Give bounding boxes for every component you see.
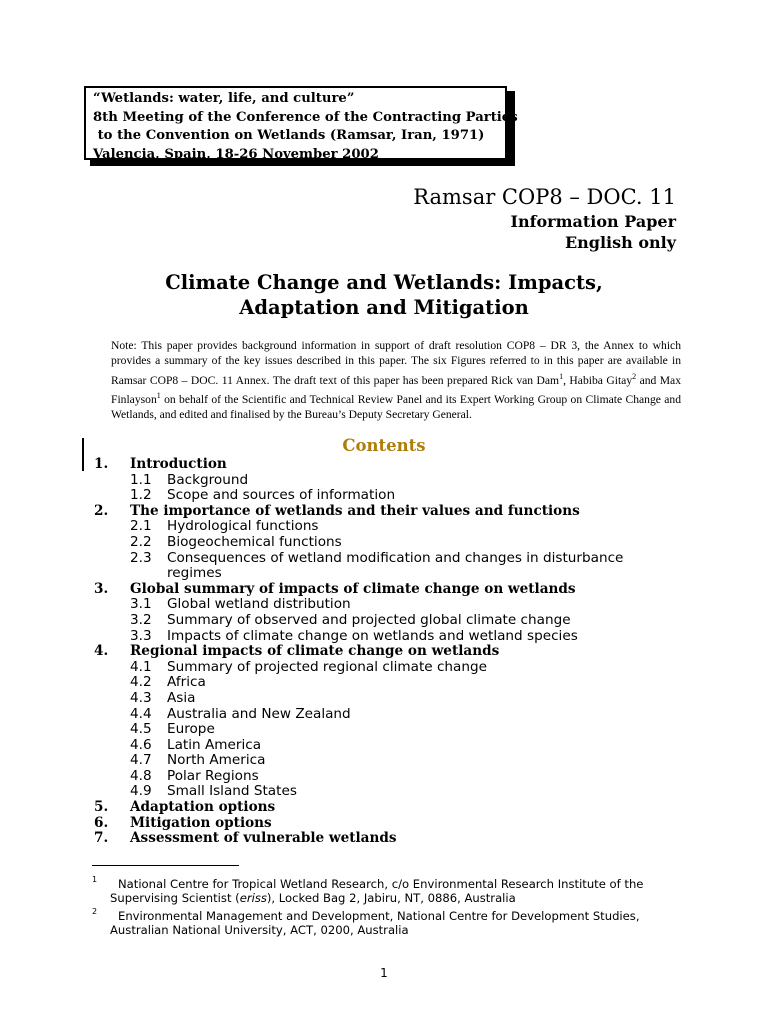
toc-subsection (94, 596, 694, 612)
revision-margin-bar (82, 438, 84, 471)
toc-subsection-continuation-title: regimes (167, 565, 222, 582)
toc-subsection-number: 1.2 (130, 487, 152, 504)
toc-section-number: 6. (94, 814, 109, 831)
toc-subsection-number: 4.7 (130, 752, 152, 769)
toc-subsection-title: Asia (167, 689, 196, 706)
toc-section (94, 815, 694, 831)
toc-subsection-number: 4.2 (130, 674, 152, 691)
toc-section-number: 3. (94, 580, 109, 597)
toc-subsection (94, 783, 694, 799)
toc-subsection (94, 674, 694, 690)
toc-subsection-number: 2.2 (130, 533, 152, 550)
toc-subsection-number: 4.1 (130, 658, 152, 675)
document-reference (413, 183, 676, 253)
toc-subsection-title: Summary of observed and projected global climate change (167, 611, 571, 628)
toc-section-number: 5. (94, 799, 109, 816)
toc-section (94, 830, 694, 846)
toc-section-number: 2. (94, 502, 109, 519)
footnote-italic-text: eriss (239, 891, 267, 905)
footnote-text: National Centre for Tropical Wetland Research, c/o Environmental Research Institute of the Supervising Scientist ( (110, 877, 644, 905)
toc-subsection-title: Impacts of climate change on wetlands and wetland species (167, 627, 578, 644)
toc-section-title: Introduction (130, 456, 227, 472)
footnote-2 (92, 909, 677, 937)
toc-subsection-title: Australia and New Zealand (167, 705, 351, 722)
note-text-4: on behalf of the Scientific and Technical Review Panel and its Expert Working Group on Climate Change and Wetlands, and edited and finalised by the Bureau’s Deputy Secretary General. (111, 392, 681, 422)
document-code: Ramsar COP8 – DOC. 11 (413, 185, 676, 209)
meeting-name: 8th Meeting of the Conference of the Contracting Parties (93, 109, 518, 125)
toc-subsection (94, 534, 694, 550)
footnote-text: Environmental Management and Development, National Centre for Development Studies, Australian National University, ACT, 0200, Australia (110, 909, 640, 937)
toc-subsection (94, 518, 694, 534)
note-footnote-ref-2: 2 (632, 371, 637, 381)
footnote-separator (92, 865, 239, 866)
toc-subsection-number: 3.1 (130, 596, 152, 613)
toc-subsection-title: Small Island States (167, 783, 297, 800)
toc-subsection-number: 3.2 (130, 611, 152, 628)
toc-subsection-title: Background (167, 471, 249, 488)
note-text-1: Note: This paper provides background information in support of draft resolution COP8 – DR 3, the Annex to which provides a summary of the key issues described in this paper. The six Figures referred to in this paper are available in Ramsar COP8 – DOC. 11 Annex. The draft text of this paper has been prepared Rick van Dam (111, 339, 681, 387)
toc-subsection (94, 659, 694, 675)
toc-subsection-continuation (94, 565, 694, 581)
toc-subsection-title: Africa (167, 674, 206, 691)
toc-subsection-title: Scope and sources of information (167, 487, 396, 504)
toc-section-title: Global summary of impacts of climate change on wetlands (130, 580, 576, 597)
footnote-mark: 2 (92, 907, 98, 916)
meeting-location-date: Valencia, Spain, 18-26 November 2002 (93, 146, 379, 162)
title-line-2: Adaptation and Mitigation (239, 296, 529, 319)
toc-subsection (94, 752, 694, 768)
toc-subsection-title: Biogeochemical functions (167, 533, 342, 550)
toc-subsection-number: 4.3 (130, 689, 152, 706)
toc-subsection (94, 690, 694, 706)
toc-section (94, 643, 694, 659)
toc-section-title: Assessment of vulnerable wetlands (130, 830, 397, 847)
toc-subsection-title: Hydrological functions (167, 518, 319, 535)
meeting-theme: “Wetlands: water, life, and culture” (93, 91, 355, 106)
document-language: English only (564, 233, 676, 252)
note-text-3: and Max Finlayson (111, 373, 681, 406)
toc-subsection (94, 612, 694, 628)
meeting-convention: to the Convention on Wetlands (Ramsar, Iran, 1971) (93, 128, 485, 143)
toc-subsection-title: Europe (167, 721, 215, 738)
footnote-mark: 1 (92, 875, 98, 884)
toc-section (94, 581, 694, 597)
footnote-1 (92, 877, 677, 905)
toc-subsection-number: 4.6 (130, 736, 152, 753)
toc-subsection-title: Global wetland distribution (167, 596, 351, 613)
toc-subsection (94, 550, 694, 566)
note-text-2: , Habiba Gitay (563, 373, 633, 387)
toc-subsection-title: Consequences of wetland modification and changes in disturbance (167, 549, 624, 566)
toc-section-number: 7. (94, 830, 109, 847)
toc-section (94, 503, 694, 519)
toc-subsection-number: 4.5 (130, 721, 152, 738)
toc-subsection-title: Summary of projected regional climate change (167, 658, 487, 675)
toc-section-title: Adaptation options (130, 799, 276, 816)
toc-section (94, 799, 694, 815)
toc-section (94, 456, 694, 472)
note-footnote-ref-1: 1 (559, 371, 564, 381)
toc-subsection-number: 4.4 (130, 705, 152, 722)
toc-section-title: The importance of wetlands and their values and functions (130, 502, 580, 519)
toc-subsection-number: 2.3 (130, 549, 152, 566)
page-number: 1 (380, 966, 388, 980)
toc-subsection (94, 706, 694, 722)
toc-subsection (94, 768, 694, 784)
page-title (90, 270, 678, 320)
contents-heading: Contents (342, 436, 426, 455)
table-of-contents (94, 456, 694, 846)
toc-subsection-number: 4.9 (130, 783, 152, 800)
toc-section-number: 1. (94, 456, 109, 472)
toc-subsection (94, 721, 694, 737)
toc-subsection-title: Polar Regions (167, 767, 259, 784)
toc-section-title: Mitigation options (130, 814, 272, 831)
note-footnote-ref-3: 1 (156, 391, 161, 401)
toc-subsection (94, 472, 694, 488)
footnote-text-end: ), Locked Bag 2, Jabiru, NT, 0886, Australia (266, 891, 516, 905)
toc-subsection (94, 737, 694, 753)
toc-section-title: Regional impacts of climate change on wetlands (130, 643, 500, 660)
toc-subsection-title: Latin America (167, 736, 262, 753)
toc-subsection (94, 628, 694, 644)
meeting-info-box (84, 86, 518, 162)
toc-subsection-number: 4.8 (130, 767, 152, 784)
toc-subsection (94, 487, 694, 503)
title-line-1: Climate Change and Wetlands: Impacts, (165, 271, 603, 294)
note-paragraph (111, 338, 681, 423)
toc-subsection-number: 2.1 (130, 518, 152, 535)
toc-subsection-title: North America (167, 752, 266, 769)
document-type: Information Paper (510, 212, 676, 231)
toc-subsection-number: 1.1 (130, 471, 152, 488)
toc-subsection-number: 3.3 (130, 627, 152, 644)
toc-section-number: 4. (94, 643, 109, 660)
